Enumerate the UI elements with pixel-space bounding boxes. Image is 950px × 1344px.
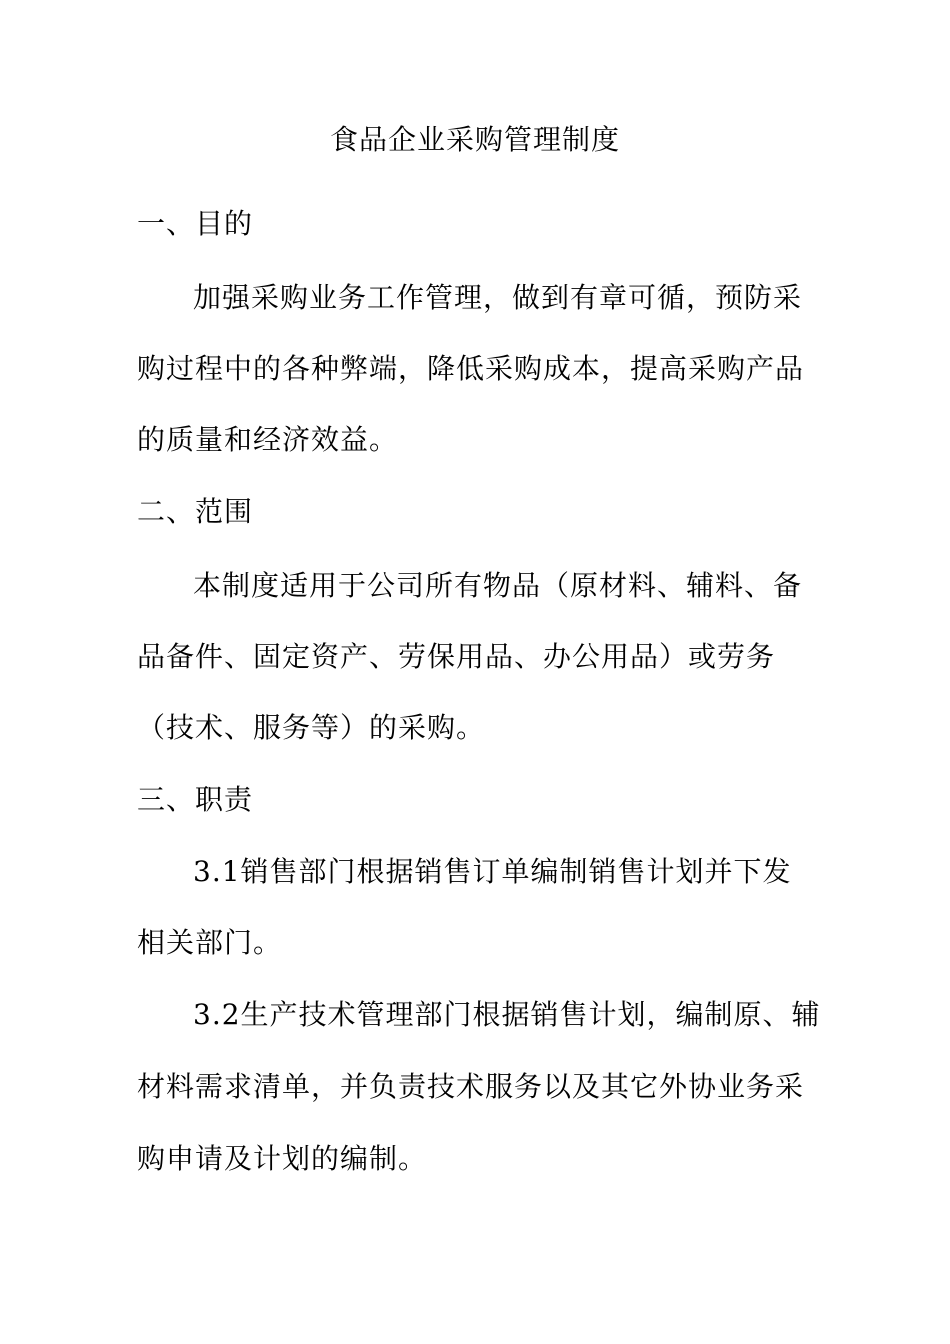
paragraph-line: 3.2生产技术管理部门根据销售计划，编制原、辅	[193, 998, 821, 1031]
section-heading-responsibilities: 三、职责	[137, 783, 254, 816]
paragraph-line: 品备件、固定资产、劳保用品、办公用品）或劳务	[137, 640, 776, 673]
paragraph-line: 购申请及计划的编制。	[137, 1142, 428, 1175]
paragraph-line: 的质量和经济效益。	[137, 423, 399, 456]
section-heading-scope: 二、范围	[137, 495, 254, 528]
paragraph-line: 相关部门。	[137, 926, 283, 959]
section-heading-purpose: 一、目的	[137, 207, 254, 240]
paragraph-line: 购过程中的各种弊端，降低采购成本，提高采购产品	[137, 352, 805, 385]
paragraph-line: （技术、服务等）的采购。	[137, 711, 486, 744]
paragraph-line: 加强采购业务工作管理，做到有章可循，预防采	[193, 281, 803, 314]
paragraph-line: 材料需求清单，并负责技术服务以及其它外协业务采	[137, 1070, 805, 1103]
document-title: 食品企业采购管理制度	[329, 123, 620, 156]
paragraph-line: 3.1销售部门根据销售订单编制销售计划并下发	[193, 855, 792, 888]
paragraph-line: 本制度适用于公司所有物品（原材料、辅料、备	[193, 569, 803, 602]
